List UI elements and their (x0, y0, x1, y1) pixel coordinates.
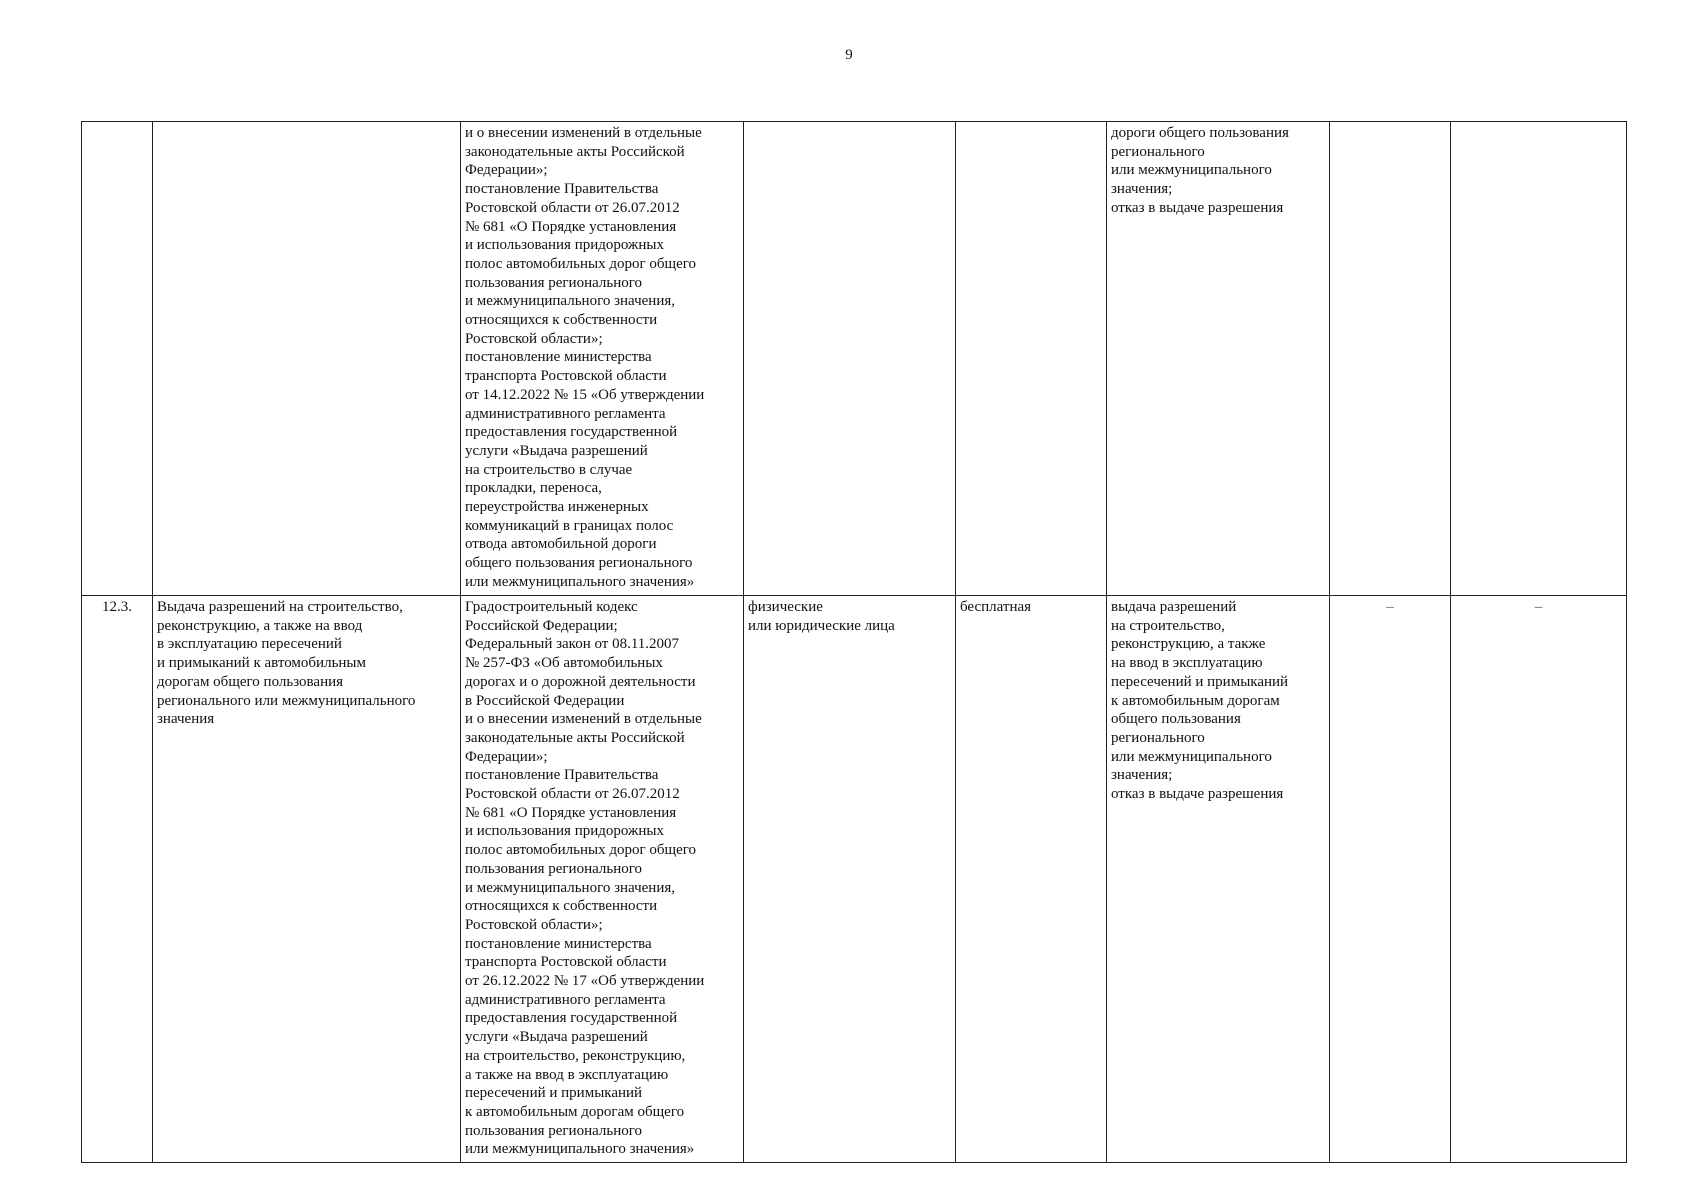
column-7-cell: – (1330, 596, 1451, 1163)
row-number-cell: 12.3. (82, 596, 153, 1163)
services-table (81, 121, 1627, 1163)
payment-cell: бесплатная (956, 596, 1107, 1163)
column-7-cell (1330, 122, 1451, 596)
service-name-cell (153, 122, 461, 596)
table-row (82, 122, 1627, 596)
column-8-cell: – (1451, 596, 1627, 1163)
column-8-cell (1451, 122, 1627, 596)
payment-cell (956, 122, 1107, 596)
service-name-cell: Выдача разрешений на строительство, реконструкцию, а также на ввод в эксплуатацию пересечений и примыканий к автомобильным дорогам общего пользования регионального или межмуниципального значения (153, 596, 461, 1163)
legal-basis-cell: Градостроительный кодекс Российской Федерации; Федеральный закон от 08.11.2007 № 257-ФЗ «Об автомобильных дорогах и о дорожной деятельности в Российской Федерации и о внесении изменений в отдельные законодательные акты Российской Федерации»; постановление Правительства Ростовской области от 26.07.2012 № 681 «О Порядке установления и использования придорожных полос автомобильных дорог общего пользования регионального и межмуниципального значения, относящихся к собственности Ростовской области»; постановление министерства транспорта Ростовской области от 26.12.2022 № 17 «Об утверждении административного регламента предоставления государственной услуги «Выдача разрешений на строительство, реконструкцию, а также на ввод в эксплуатацию пересечений и примыканий к автомобильным дорогам общего пользования регионального или межмуниципального значения» (461, 596, 744, 1163)
recipients-cell: физические или юридические лица (744, 596, 956, 1163)
result-cell: дороги общего пользования регионального или межмуниципального значения; отказ в выдаче разрешения (1107, 122, 1330, 596)
table-row (82, 596, 1627, 1163)
result-cell: выдача разрешений на строительство, реконструкцию, а также на ввод в эксплуатацию пересечений и примыканий к автомобильным дорогам общего пользования регионального или межмуниципального значения; отказ в выдаче разрешения (1107, 596, 1330, 1163)
row-number-cell (82, 122, 153, 596)
recipients-cell (744, 122, 956, 596)
page-number: 9 (845, 47, 853, 63)
legal-basis-cell: и о внесении изменений в отдельные законодательные акты Российской Федерации»; постановление Правительства Ростовской области от 26.07.2012 № 681 «О Порядке установления и использования придорожных полос автомобильных дорог общего пользования регионального и межмуниципального значения, относящихся к собственности Ростовской области»; постановление министерства транспорта Ростовской области от 14.12.2022 № 15 «Об утверждении административного регламента предоставления государственной услуги «Выдача разрешений на строительство в случае прокладки, переноса, переустройства инженерных коммуникаций в границах полос отвода автомобильной дороги общего пользования регионального или межмуниципального значения» (461, 122, 744, 596)
